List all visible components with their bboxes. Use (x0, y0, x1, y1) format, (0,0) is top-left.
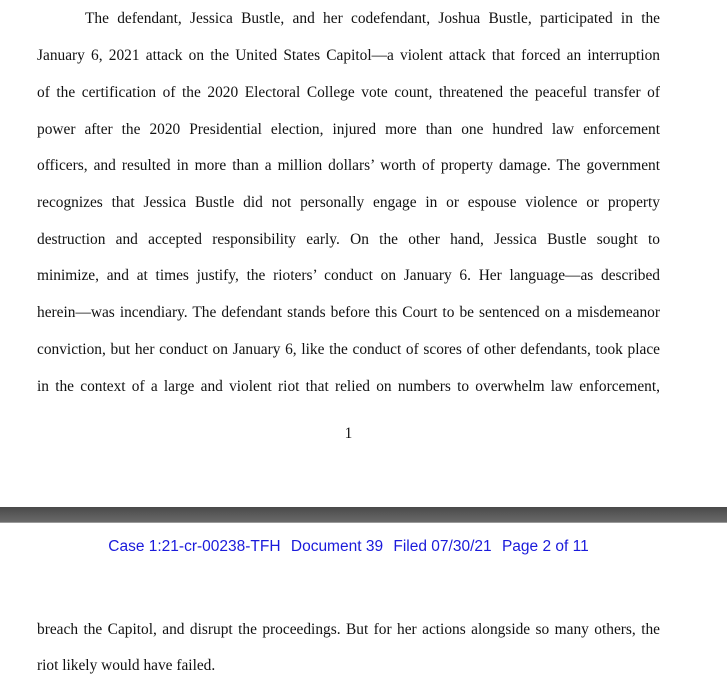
page-number: 1 (344, 425, 353, 442)
filed-date: Filed 07/30/21 (393, 538, 492, 555)
body-text-line: The defendant, Jessica Bustle, and her codefendant, Joshua Bustle, participated in the (85, 10, 660, 27)
body-text-line: minimize, and at times justify, the rioters’ conduct on January 6. Her language—as described (37, 267, 660, 284)
page-indicator: Page 2 of 11 (501, 538, 589, 555)
page-separator (0, 507, 727, 523)
case-header (0, 537, 697, 557)
body-text-line: breach the Capitol, and disrupt the proceedings. But for her actions alongside so many others, the (37, 621, 660, 638)
body-text-line: officers, and resulted in more than a million dollars’ worth of property damage. The government (37, 157, 660, 174)
body-text-line: January 6, 2021 attack on the United States Capitol—a violent attack that forced an interruption (37, 47, 660, 64)
body-text-line: power after the 2020 Presidential election, injured more than one hundred law enforcement (37, 121, 660, 138)
body-text-line: recognizes that Jessica Bustle did not personally engage in or espouse violence or property (37, 194, 660, 211)
document-number: Document 39 (290, 538, 384, 555)
case-number: Case 1:21-cr-00238-TFH (108, 538, 281, 555)
body-text-line: conviction, but her conduct on January 6, like the conduct of scores of other defendants, took place (37, 341, 660, 358)
body-text-line: in the context of a large and violent riot that relied on numbers to overwhelm law enforcement, (37, 378, 660, 395)
body-text-line: herein—was incendiary. The defendant stands before this Court to be sentenced on a misdemeanor (37, 304, 660, 321)
body-text-line: riot likely would have failed. (37, 657, 216, 674)
body-text-line: of the certification of the 2020 Electoral College vote count, threatened the peaceful transfer of (37, 84, 660, 101)
body-text-line: destruction and accepted responsibility early. On the other hand, Jessica Bustle sought to (37, 231, 660, 248)
